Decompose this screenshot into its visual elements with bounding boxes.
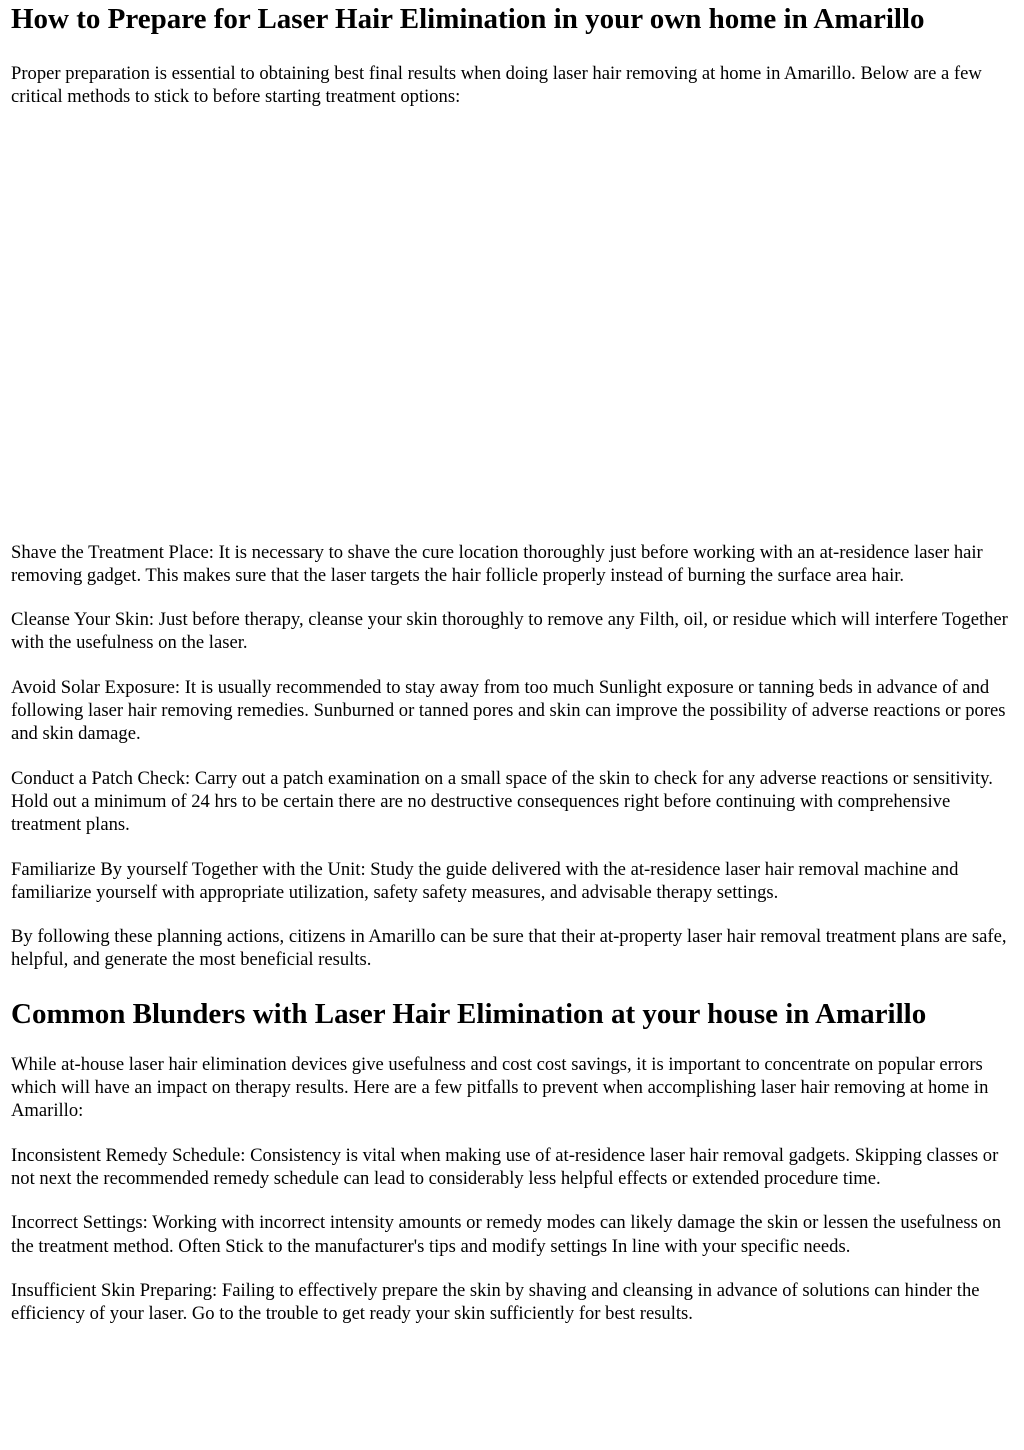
prep-step-shave: Shave the Treatment Place: It is necessary to shave the cure location thoroughly just before working with an at-residence laser hair removing gadget. This makes sure that the laser targets the hair follicle properly instead of burning the surface area hair. <box>11 541 983 586</box>
article <box>0 2 1024 1325</box>
mistake-inconsistent-schedule: Inconsistent Remedy Schedule: Consistency is vital when making use of at-residence laser hair removal gadgets. Skipping classes or not next the recommended remedy schedule can lead to considerably less helpful effects or extended procedure time. <box>11 1144 999 1189</box>
prep-step-familiarize: Familiarize By yourself Together with the Unit: Study the guide delivered with the at-residence laser hair removal machine and familiarize yourself with appropriate utilization, safety safety measures, and advisable therapy settings. <box>11 858 959 903</box>
prep-step-patch-test: Conduct a Patch Check: Carry out a patch examination on a small space of the skin to check for any adverse reactions or sensitivity. Hold out a minimum of 24 hrs to be certain there are no destructive consequences right before continuing with comprehensive treatment plans. <box>11 767 993 836</box>
section1-heading: How to Prepare for Laser Hair Elimination in your own home in Amarillo <box>11 3 925 35</box>
prep-step-cleanse: Cleanse Your Skin: Just before therapy, cleanse your skin thoroughly to remove any Filth, oil, or residue which will interfere Together with the usefulness on the laser. <box>11 609 1008 654</box>
blank-image-area <box>11 109 1013 541</box>
mistake-insufficient-prep: Insufficient Skin Preparing: Failing to effectively prepare the skin by shaving and cleansing in advance of solutions can hinder the efficiency of your laser. Go to the trouble to get ready your skin sufficiently for best results. <box>11 1279 980 1325</box>
section1-conclusion: By following these planning actions, citizens in Amarillo can be sure that their at-property laser hair removal treatment plans are safe, helpful, and generate the most beneficial results. <box>11 926 1007 971</box>
section1-intro: Proper preparation is essential to obtaining best final results when doing laser hair removing at home in Amarillo. Below are a few critical methods to stick to before starting treatment options: <box>11 63 982 108</box>
section2-heading: Common Blunders with Laser Hair Elimination at your house in Amarillo <box>11 997 927 1030</box>
prep-step-avoid-sun: Avoid Solar Exposure: It is usually recommended to stay away from too much Sunlight exposure or tanning beds in advance of and following laser hair removing remedies. Sunburned or tanned pores and skin can improve the possibility of adverse reactions or pores and skin damage. <box>11 676 1006 745</box>
section2-intro: While at-house laser hair elimination devices give usefulness and cost cost savings, it is important to concentrate on popular errors which will have an impact on therapy results. Here are a few pitfalls to prevent when accomplishing laser hair removing at home in Amarillo: <box>11 1053 989 1122</box>
mistake-incorrect-settings: Incorrect Settings: Working with incorrect intensity amounts or remedy modes can likely damage the skin or lessen the usefulness on the treatment method. Often Stick to the manufacturer's tips and modify settings In line with your specific needs. <box>11 1212 1002 1257</box>
